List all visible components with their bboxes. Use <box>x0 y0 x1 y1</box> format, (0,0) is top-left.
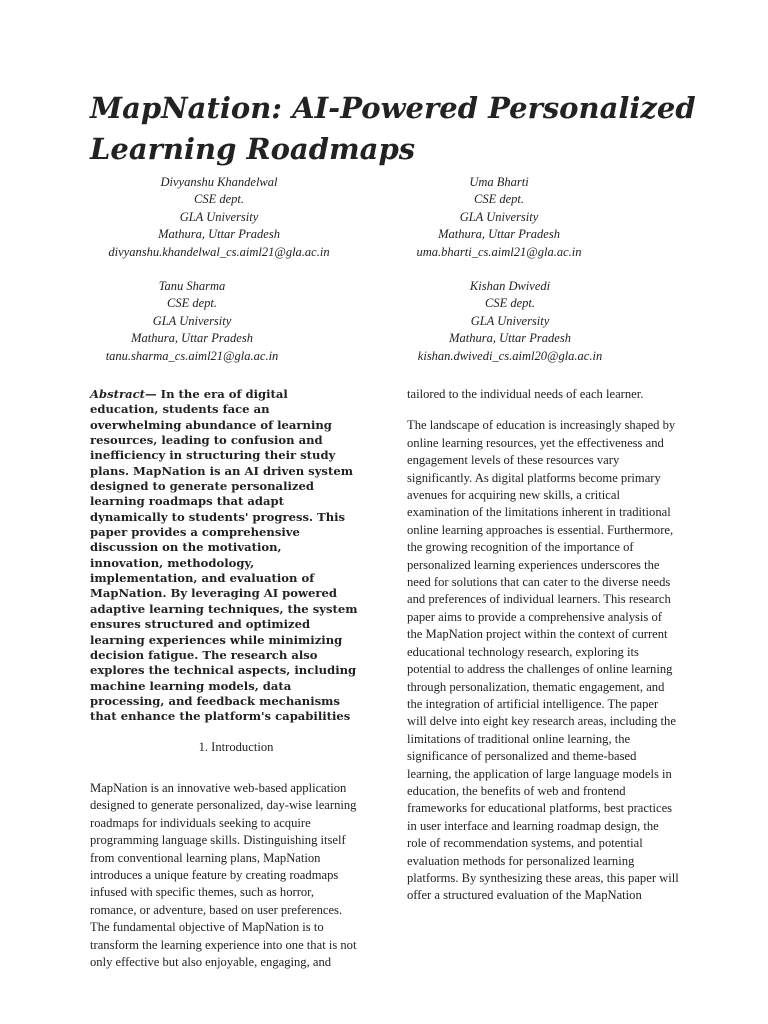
intro-paragraph-2: The landscape of education is increasingly shaped by online learning resources, yet the effectiveness and engagement levels of these resources vary significantly. As digital platforms become primary avenues for acquiring new skills, a critical examination of the limitations inherent in traditional online learning approaches is essential. Furthermore, the growing recognition of the importance of personalized learning experiences underscores the need for solutions that can cater to the diverse needs and preferences of individual learners. This research paper aims to provide a comprehensive analysis of the MapNation project within the context of current educational technology research, exploring its potential to address the challenges of online learning through personalization, thematic engagement, and the integration of artificial intelligence. The paper will delve into eight key research areas, including the limitations of traditional online learning, the significance of personalized and theme-based learning, the application of large language models in education, the benefits of web and frontend frameworks for educational platforms, best practices in user interface and learning roadmap design, the role of recommendation systems, and potential evaluation methods for personalized learning platforms. By synthesizing these areas, this paper will offer a structured evaluation of the MapNation <box>407 418 679 903</box>
intro-continuation: tailored to the individual needs of each learner. <box>407 387 644 401</box>
intro-paragraph: MapNation is an innovative web-based application designed to generate personalized, day-wise learning roadmaps for individuals seeking to acquire programming language skills. Distinguishing itself from conventional learning plans, MapNation introduces a unique feature by creating roadmaps infused with specific themes, such as horror, romance, or adventure, based on user preferences. The fundamental objective of MapNation is to transform the learning experience into one that is not only effective but also enjoyable, engaging, and <box>90 780 357 970</box>
abstract-text: In the era of digital education, students face an overwhelming abundance of learning resources, leading to confusion and inefficiency in structuring their study plans. MapNation is an AI driven system designed to generate personalized learning roadmaps that adapt dynamically to students' progress. This paper provides a comprehensive discussion on the motivation, innovation, methodology, implementation, and evaluation of MapNation. By leveraging AI powered adaptive learning techniques, the system ensures structured and optimized learning experiences while minimizing decision fatigue. The research also explores the technical aspects, including machine learning models, data processing, and feedback mechanisms that enhance the platform's capabilities <box>90 387 358 724</box>
author-location: Mathura, Uttar Pradesh <box>131 331 253 346</box>
author-university: GLA University <box>459 209 539 224</box>
author-university: GLA University <box>152 313 232 328</box>
author-university: GLA University <box>179 209 259 224</box>
author-email: divyanshu.khandelwal_cs.aiml21@gla.ac.in <box>108 244 330 259</box>
author-email: kishan.dwivedi_cs.aiml20@gla.ac.in <box>417 348 603 363</box>
section-heading-introduction: 1. Introduction <box>198 739 274 754</box>
author-dept: CSE dept. <box>167 296 217 311</box>
left-column <box>90 387 358 971</box>
author-email: uma.bharti_cs.aiml21@gla.ac.in <box>416 244 582 259</box>
author-university: GLA University <box>470 313 550 328</box>
abstract <box>90 387 358 725</box>
right-column <box>407 386 679 905</box>
author-block <box>394 174 604 261</box>
abstract-label: Abstract— <box>90 387 157 401</box>
paper-title: MapNation: AI-Powered Personalized Learning Roadmaps <box>90 91 696 166</box>
author-name: Divyanshu Khandelwal <box>160 175 278 189</box>
author-block <box>94 278 290 365</box>
author-name: Tanu Sharma <box>158 279 226 293</box>
author-name: Uma Bharti <box>469 175 529 189</box>
author-location: Mathura, Uttar Pradesh <box>158 227 280 242</box>
author-location: Mathura, Uttar Pradesh <box>449 331 571 346</box>
author-dept: CSE dept. <box>194 192 244 207</box>
author-name: Kishan Dwivedi <box>469 279 551 293</box>
author-email: tanu.sharma_cs.aiml21@gla.ac.in <box>105 348 279 363</box>
author-location: Mathura, Uttar Pradesh <box>438 227 560 242</box>
author-block <box>400 278 620 365</box>
author-block <box>98 174 340 261</box>
author-dept: CSE dept. <box>485 296 535 311</box>
author-dept: CSE dept. <box>474 192 524 207</box>
